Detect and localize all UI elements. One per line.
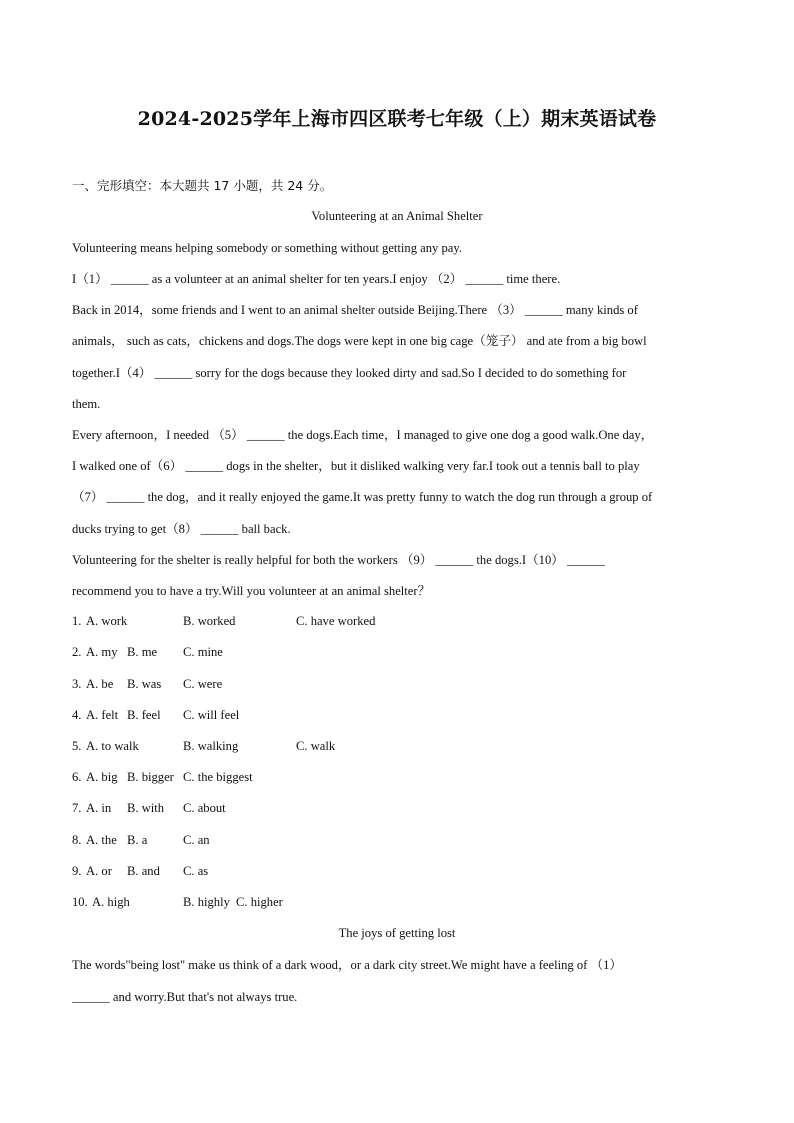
option-b: B. bigger: [127, 770, 174, 784]
passage1-line: Volunteering means helping somebody or something without getting any pay.: [72, 241, 462, 255]
question-number: 6.: [72, 770, 82, 784]
passage1-line: I（1） ______ as a volunteer at an animal shelter for ten years.I enjoy （2） ______ time there.: [72, 272, 561, 286]
question-number: 1.: [72, 614, 82, 628]
option-b: B. a: [127, 833, 148, 847]
option-b: B. was: [127, 677, 162, 691]
option-c: C. the biggest: [183, 770, 253, 784]
option-b: B. highly: [183, 895, 230, 909]
option-a: A. be: [86, 677, 114, 691]
passage1-line: Volunteering for the shelter is really helpful for both the workers （9） ______ the dogs.I（10） ______: [72, 553, 605, 567]
passage1-line: Every afternoon，I needed （5） ______ the dogs.Each time，I managed to give one dog a good walk.One day，: [72, 428, 654, 442]
passage1-line: them.: [72, 397, 101, 411]
question-number: 9.: [72, 864, 82, 878]
passage1-line: animals， such as cats，chickens and dogs.The dogs were kept in one big cage（笼子） and ate from a big bowl: [72, 334, 647, 348]
question-number: 4.: [72, 708, 82, 722]
question-number: 10.: [72, 895, 88, 909]
question-number: 8.: [72, 833, 82, 847]
option-c: C. were: [183, 677, 223, 691]
section-heading: 一、完形填空：本大题共 17 小题，共 24 分。: [72, 178, 333, 193]
question-number: 5.: [72, 739, 82, 753]
option-b: B. me: [127, 645, 158, 659]
option-b: B. with: [127, 801, 165, 815]
option-c: C. higher: [236, 895, 283, 909]
question-number: 3.: [72, 677, 82, 691]
passage2-heading: The joys of getting lost: [338, 926, 456, 940]
passage1-line: Back in 2014，some friends and I went to an animal shelter outside Beijing.There （3） ______ many kinds of: [72, 303, 638, 317]
option-c: C. walk: [296, 739, 336, 753]
option-a: A. work: [86, 614, 128, 628]
option-a: A. or: [86, 864, 112, 878]
passage1-line: together.I（4） ______ sorry for the dogs because they looked dirty and sad.So I decided to do something for: [72, 366, 627, 380]
option-b: B. feel: [127, 708, 161, 722]
option-a: A. big: [86, 770, 118, 784]
option-a: A. the: [86, 833, 117, 847]
option-c: C. about: [183, 801, 226, 815]
option-a: A. felt: [86, 708, 119, 722]
option-a: A. to walk: [86, 739, 139, 753]
passage1-heading: Volunteering at an Animal Shelter: [311, 209, 483, 223]
passage1-line: recommend you to have a try.Will you volunteer at an animal shelter？: [72, 584, 431, 598]
option-b: B. worked: [183, 614, 236, 628]
option-c: C. as: [183, 864, 209, 878]
passage1-line: ducks trying to get（8） ______ ball back.: [72, 522, 291, 536]
passage2-line: ______ and worry.But that's not always true.: [72, 990, 298, 1004]
option-c: C. will feel: [183, 708, 240, 722]
option-b: B. and: [127, 864, 160, 878]
option-a: A. my: [86, 645, 118, 659]
question-number: 7.: [72, 801, 82, 815]
option-c: C. an: [183, 833, 210, 847]
option-b: B. walking: [183, 739, 239, 753]
question-number: 2.: [72, 645, 82, 659]
passage2-line: The words"being lost" make us think of a dark wood，or a dark city street.We might have a feeling of （1）: [72, 958, 622, 972]
page-title: 2024-2025学年上海市四区联考七年级（上）期末英语试卷: [137, 108, 657, 130]
option-c: C. mine: [183, 645, 223, 659]
option-a: A. high: [92, 895, 130, 909]
option-c: C. have worked: [296, 614, 376, 628]
passage1-line: （7） ______ the dog，and it really enjoyed the game.It was pretty funny to watch the dog run through a group of: [72, 490, 653, 504]
option-a: A. in: [86, 801, 112, 815]
passage1-line: I walked one of（6） ______ dogs in the shelter，but it disliked walking very far.I took out a tennis ball to play: [72, 459, 640, 473]
